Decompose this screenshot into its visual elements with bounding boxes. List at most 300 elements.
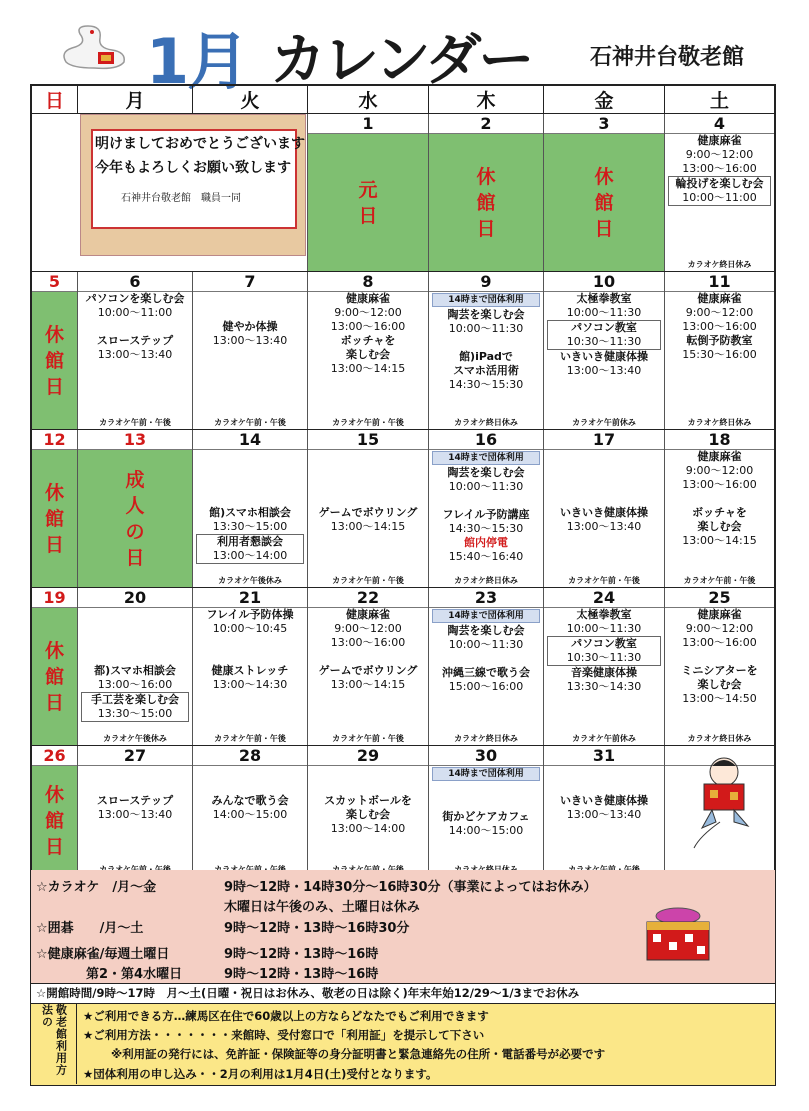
day-body — [544, 292, 664, 429]
karaoke-status: カラオケ午前・午後 — [568, 576, 640, 585]
closed-char: 日 — [358, 204, 378, 227]
event-name: ボッチャを — [692, 506, 747, 519]
day-number: 15 — [308, 430, 428, 450]
schedule-info — [30, 870, 776, 984]
day-body — [308, 292, 428, 429]
day-body — [193, 608, 307, 745]
event-item — [430, 624, 542, 652]
event-item — [666, 320, 773, 334]
day-cell — [308, 746, 429, 876]
closed-char: 日 — [44, 691, 64, 714]
closed-char: 人 — [125, 494, 145, 517]
closed-char: 日 — [594, 217, 614, 240]
day-body — [32, 450, 77, 587]
day-body — [429, 766, 543, 876]
day-number: 2 — [429, 114, 543, 134]
event-name: 館内停電 — [464, 536, 508, 549]
event-name: 楽しむ会 — [346, 808, 390, 821]
day-body — [429, 450, 543, 587]
event-time: 10:30～11:30 — [566, 335, 642, 348]
event-item — [309, 320, 427, 334]
karaoke-status: カラオケ終日休み — [454, 418, 518, 427]
event-spacer — [194, 766, 306, 780]
week-row — [32, 588, 774, 746]
day-body — [78, 292, 192, 429]
week-row — [32, 746, 774, 876]
event-time: 13:00～14:15 — [330, 520, 406, 533]
mahjong-label: ☆健康麻雀/毎週土曜日 — [36, 947, 170, 962]
greeting-signature: 石神井台敬老館 職員一同 — [121, 193, 241, 204]
event-item — [79, 664, 191, 692]
closed-char: 休 — [44, 323, 64, 346]
day-body — [665, 134, 774, 271]
day-number: 8 — [308, 272, 428, 292]
event-item — [309, 636, 427, 650]
day-body — [308, 608, 428, 745]
day-cell — [665, 588, 774, 745]
day-body — [32, 608, 77, 745]
opening-hours: ☆開館時間/9時～17時 月～土(日曜・祝日はお休み、敬老の日は除く)年末年始12/29～1/3までお休み — [30, 984, 776, 1004]
closed-char: 館 — [476, 191, 496, 214]
mahjong-time: 9時～12時・13時～16時 — [224, 947, 379, 962]
event-name: パソコン教室 — [571, 321, 637, 334]
event-spacer — [309, 766, 427, 780]
closed-char: 館 — [44, 507, 64, 530]
day-cell — [193, 272, 308, 429]
event-name: 楽しむ会 — [697, 678, 742, 691]
karaoke-status: カラオケ午前・午後 — [332, 418, 404, 427]
event-item — [545, 794, 663, 822]
day-body — [308, 134, 428, 271]
event-name: パソコンを楽しむ会 — [85, 292, 185, 305]
group-use-tag: 14時まで団体利用 — [432, 609, 540, 623]
kite-icon — [690, 752, 760, 852]
event-name: 太極拳教室 — [576, 608, 632, 621]
new-year-greeting-card — [80, 114, 306, 256]
event-time: 13:00～16:00 — [330, 320, 406, 333]
event-name: 健康ストレッチ — [211, 664, 289, 677]
closed-label — [544, 134, 664, 271]
event-time: 14:00～15:00 — [448, 824, 524, 837]
closed-label — [429, 134, 543, 271]
event-name: フレイル予防体操 — [206, 608, 294, 621]
closed-label — [78, 450, 192, 587]
event-item — [666, 678, 773, 706]
weekday-wed: 水 — [308, 86, 429, 113]
event-name: 音楽健康体操 — [571, 666, 637, 679]
weekday-thu: 木 — [429, 86, 544, 113]
event-name: みんなで歌う会 — [211, 794, 289, 807]
event-item — [666, 334, 773, 362]
event-time: 15:40～16:40 — [448, 550, 524, 563]
weekday-tue: 火 — [193, 86, 308, 113]
event-time: 13:00～16:00 — [682, 636, 757, 649]
day-cell — [32, 746, 78, 876]
event-item — [79, 292, 191, 320]
closed-char: の — [125, 520, 145, 543]
event-time: 15:30～16:00 — [682, 348, 757, 361]
day-number: 30 — [429, 746, 543, 766]
event-item — [666, 162, 773, 176]
day-body — [429, 608, 543, 745]
event-item — [666, 664, 773, 678]
day-cell — [32, 588, 78, 745]
title-calendar: カレンダー — [270, 28, 532, 93]
weekday-fri: 金 — [544, 86, 665, 113]
day-cell — [544, 588, 665, 745]
calendar-grid — [30, 84, 776, 878]
closed-char: 元 — [358, 178, 378, 201]
day-number: 24 — [544, 588, 664, 608]
group-use-tag: 14時まで団体利用 — [432, 767, 540, 781]
closed-char: 休 — [476, 165, 496, 188]
event-time: 13:00～14:30 — [212, 678, 288, 691]
event-time: 13:30～14:30 — [566, 680, 642, 693]
event-time: 13:30～15:00 — [97, 707, 173, 720]
day-body — [544, 766, 664, 876]
event-time: 10:00～11:30 — [448, 322, 524, 335]
event-name: いきいき健康体操 — [560, 350, 648, 363]
day-body — [665, 292, 774, 429]
greeting-line2: 今年もよろしくお願い致します — [95, 160, 291, 176]
usage-eligibility: ★ご利用できる方…練馬区在住で60歳以上の方ならどなたでもご利用できます — [83, 1009, 489, 1023]
karaoke-label: ☆カラオケ /月～金 — [36, 880, 157, 895]
event-time: 10:00～11:30 — [566, 622, 642, 635]
karaoke-status: カラオケ終日休み — [687, 260, 752, 269]
event-name: 楽しむ会 — [346, 348, 390, 361]
event-item — [430, 508, 542, 536]
closed-label — [32, 450, 77, 587]
event-name: 健康麻雀 — [346, 608, 390, 621]
weekday-sun: 日 — [32, 86, 78, 113]
event-item — [545, 666, 663, 694]
event-name: 街かどケアカフェ — [442, 810, 530, 823]
event-spacer — [79, 636, 191, 650]
event-name: スローステップ — [96, 334, 174, 347]
event-spacer — [309, 492, 427, 506]
closed-label — [32, 766, 77, 876]
event-item — [666, 478, 773, 492]
day-number: 21 — [193, 588, 307, 608]
event-name: ゲームでボウリング — [318, 664, 418, 677]
event-item — [666, 520, 773, 548]
event-time: 13:00～16:00 — [97, 678, 173, 691]
event-item — [545, 608, 663, 636]
event-name: ボッチャを — [340, 334, 396, 347]
day-cell — [32, 114, 78, 271]
karaoke-status: カラオケ午前・午後 — [99, 418, 171, 427]
event-item — [666, 636, 773, 650]
event-name: 太極拳教室 — [576, 292, 632, 305]
event-item — [430, 666, 542, 694]
day-cell — [308, 114, 429, 271]
event-item — [666, 506, 773, 520]
day-body — [193, 766, 307, 876]
event-item — [666, 292, 773, 320]
event-name: スローステップ — [96, 794, 174, 807]
day-cell — [665, 430, 774, 587]
day-number: 3 — [544, 114, 664, 134]
day-number: 1 — [308, 114, 428, 134]
event-spacer — [194, 492, 306, 506]
day-cell — [193, 430, 308, 587]
event-time: 13:30～15:00 — [212, 520, 288, 533]
closed-label — [32, 292, 77, 429]
event-name: 健やか体操 — [222, 320, 278, 333]
usage-group-booking: ★団体利用の申し込み・・2月の利用は1月4日(土)受付となります。 — [83, 1067, 438, 1081]
day-number: 14 — [193, 430, 307, 450]
karaoke-status: カラオケ午前・午後 — [683, 576, 756, 585]
day-number: 12 — [32, 430, 77, 450]
day-number: 18 — [665, 430, 774, 450]
event-spacer — [545, 450, 663, 464]
karaoke-status: カラオケ終日休み — [687, 734, 752, 743]
event-name: 楽しむ会 — [697, 520, 742, 533]
day-cell — [429, 114, 544, 271]
event-item — [79, 794, 191, 822]
event-item — [81, 692, 189, 722]
event-name: 健康麻雀 — [697, 450, 742, 463]
karaoke-status: カラオケ午前・午後 — [332, 576, 404, 585]
snake-icon — [58, 22, 130, 72]
event-time: 13:00～14:00 — [330, 822, 406, 835]
event-name: 館)スマホ相談会 — [209, 506, 291, 519]
event-spacer — [309, 650, 427, 664]
day-body — [544, 134, 664, 271]
event-time: 13:00～16:00 — [682, 320, 757, 333]
day-body — [193, 450, 307, 587]
day-cell — [78, 588, 193, 745]
event-name: 館)iPadで — [459, 350, 513, 363]
event-time: 10:00～11:30 — [448, 638, 524, 651]
event-name: 健康麻雀 — [697, 292, 742, 305]
closed-label — [32, 608, 77, 745]
event-spacer — [194, 450, 306, 464]
event-time: 13:00～14:15 — [330, 362, 406, 375]
day-number: 10 — [544, 272, 664, 292]
event-spacer — [666, 650, 773, 664]
usage-method: ★ご利用方法・・・・・・・来館時、受付窓口で「利用証」を提示して下さい — [83, 1028, 485, 1042]
event-time: 13:00～13:40 — [97, 348, 173, 361]
event-spacer — [430, 494, 542, 508]
weekday-header — [32, 86, 774, 114]
event-item — [666, 134, 773, 162]
day-body — [32, 766, 77, 876]
event-time: 9:00～12:00 — [685, 464, 754, 477]
karaoke-note: 木曜日は午後のみ、土曜日は休み — [224, 900, 420, 915]
day-body — [78, 766, 192, 876]
event-item — [194, 506, 306, 534]
day-cell — [193, 746, 308, 876]
closed-char: 館 — [594, 191, 614, 214]
event-spacer — [545, 766, 663, 780]
week-row — [32, 272, 774, 430]
day-number: 28 — [193, 746, 307, 766]
event-spacer — [430, 782, 542, 796]
event-time: 14:30～15:30 — [448, 378, 524, 391]
event-spacer — [79, 320, 191, 334]
event-spacer — [79, 766, 191, 780]
event-spacer — [194, 478, 306, 492]
week-row — [32, 430, 774, 588]
food-box-icon — [637, 902, 719, 968]
day-number: 17 — [544, 430, 664, 450]
event-spacer — [309, 478, 427, 492]
day-cell — [308, 588, 429, 745]
event-time: 14:00～15:00 — [212, 808, 288, 821]
event-spacer — [666, 492, 773, 506]
day-number: 4 — [665, 114, 774, 134]
event-name: スマホ活用術 — [453, 364, 519, 377]
event-name: 健康麻雀 — [697, 134, 742, 147]
day-number: 23 — [429, 588, 543, 608]
event-item — [309, 794, 427, 808]
event-time: 13:00～16:00 — [330, 636, 406, 649]
event-time: 9:00～12:00 — [685, 622, 754, 635]
usage-id-note: ※利用証の発行には、免許証・保険証等の身分証明書と緊急連絡先の住所・電話番号が必要です — [111, 1047, 606, 1061]
day-body — [308, 450, 428, 587]
karaoke-status: カラオケ午前休み — [572, 418, 636, 427]
day-body — [665, 450, 774, 587]
day-body — [308, 766, 428, 876]
day-number: 16 — [429, 430, 543, 450]
event-name: パソコン教室 — [571, 637, 637, 650]
karaoke-status: カラオケ午後休み — [103, 734, 167, 743]
day-number: 22 — [308, 588, 428, 608]
event-time: 9:00～12:00 — [334, 622, 402, 635]
event-spacer — [545, 492, 663, 506]
event-time: 15:00～16:00 — [448, 680, 524, 693]
day-number: 13 — [78, 430, 192, 450]
title-month: 1月 — [146, 25, 248, 98]
karaoke-status: カラオケ終日休み — [687, 418, 752, 427]
event-item — [547, 636, 661, 666]
event-item — [430, 466, 542, 494]
day-body — [544, 608, 664, 745]
event-time: 13:00～13:40 — [566, 808, 642, 821]
day-number: 9 — [429, 272, 543, 292]
usage-side-label: 敬老館利用方法の — [31, 1004, 77, 1084]
day-cell — [429, 430, 544, 587]
event-spacer — [194, 650, 306, 664]
event-name: 利用者懇談会 — [217, 535, 283, 548]
event-item — [309, 292, 427, 320]
event-name: 健康麻雀 — [346, 292, 390, 305]
day-body — [32, 134, 78, 271]
event-spacer — [194, 464, 306, 478]
event-time: 10:00～11:00 — [97, 306, 173, 319]
day-number: 11 — [665, 272, 774, 292]
day-number: 31 — [544, 746, 664, 766]
event-name: フレイル予防講座 — [442, 508, 530, 521]
event-time: 10:30～11:30 — [566, 651, 642, 664]
event-time: 13:00～13:40 — [566, 520, 642, 533]
usage-info — [30, 1004, 776, 1086]
event-item — [194, 794, 306, 822]
event-name: ゲームでボウリング — [318, 506, 418, 519]
event-spacer — [430, 652, 542, 666]
day-number: 20 — [78, 588, 192, 608]
day-body — [78, 608, 192, 745]
event-spacer — [545, 478, 663, 492]
closed-char: 館 — [44, 349, 64, 372]
event-name: 陶芸を楽しむ会 — [447, 308, 525, 321]
karaoke-time: 9時～12時・14時30分～16時30分（事業によってはお休み） — [224, 880, 597, 895]
event-name: 輪投げを楽しむ会 — [675, 177, 764, 190]
day-number: 29 — [308, 746, 428, 766]
day-cell — [429, 588, 544, 745]
event-item — [309, 808, 427, 836]
karaoke-status: カラオケ午前・午後 — [214, 734, 286, 743]
event-spacer — [309, 450, 427, 464]
closed-char: 成 — [125, 468, 145, 491]
day-cell — [78, 430, 193, 587]
event-spacer — [430, 336, 542, 350]
event-time: 9:00～12:00 — [685, 148, 754, 161]
karaoke-status: カラオケ午前・午後 — [214, 418, 286, 427]
day-cell — [544, 114, 665, 271]
event-time: 13:00～14:15 — [682, 534, 757, 547]
day-cell — [78, 746, 193, 876]
go-time: 9時～12時・13時～16時30分 — [224, 921, 410, 936]
day-cell — [544, 430, 665, 587]
day-body — [665, 608, 774, 745]
karaoke-status: カラオケ終日休み — [454, 734, 518, 743]
event-name: スカットボールを — [324, 794, 412, 807]
day-cell — [78, 272, 193, 429]
event-name: 陶芸を楽しむ会 — [447, 466, 525, 479]
event-spacer — [545, 780, 663, 794]
day-number — [32, 114, 78, 134]
closed-char: 休 — [44, 481, 64, 504]
mahjong-time-2: 9時～12時・13時～16時 — [224, 967, 379, 982]
day-cell — [308, 430, 429, 587]
day-cell — [429, 272, 544, 429]
event-time: 13:00～13:40 — [212, 334, 288, 347]
closed-char: 日 — [476, 217, 496, 240]
weekday-sat: 土 — [709, 90, 729, 112]
closed-char: 日 — [44, 836, 64, 858]
event-item — [430, 364, 542, 392]
event-time: 9:00～12:00 — [685, 306, 754, 319]
event-item — [545, 292, 663, 320]
day-body — [544, 450, 664, 587]
day-cell — [665, 272, 774, 429]
mahjong-label-2: 第2・第4水曜日 — [86, 967, 183, 982]
event-item — [194, 608, 306, 636]
event-item — [545, 506, 663, 534]
event-name: いきいき健康体操 — [560, 794, 648, 807]
event-name: いきいき健康体操 — [560, 506, 648, 519]
event-spacer — [194, 306, 306, 320]
day-body — [429, 292, 543, 429]
event-time: 13:00～14:00 — [212, 549, 288, 562]
event-spacer — [79, 608, 191, 622]
event-item — [79, 334, 191, 362]
day-body — [32, 292, 77, 429]
event-item — [666, 450, 773, 478]
greeting-line1: 明けましておめでとうございます — [95, 136, 305, 152]
event-name: 沖縄三線で歌う会 — [442, 666, 530, 679]
event-item — [666, 608, 773, 636]
event-spacer — [79, 622, 191, 636]
group-use-tag: 14時まで団体利用 — [432, 451, 540, 465]
event-spacer — [79, 650, 191, 664]
day-cell — [308, 272, 429, 429]
day-number: 19 — [32, 588, 77, 608]
closed-char: 休 — [44, 639, 64, 662]
karaoke-status: カラオケ午前休み — [572, 734, 636, 743]
